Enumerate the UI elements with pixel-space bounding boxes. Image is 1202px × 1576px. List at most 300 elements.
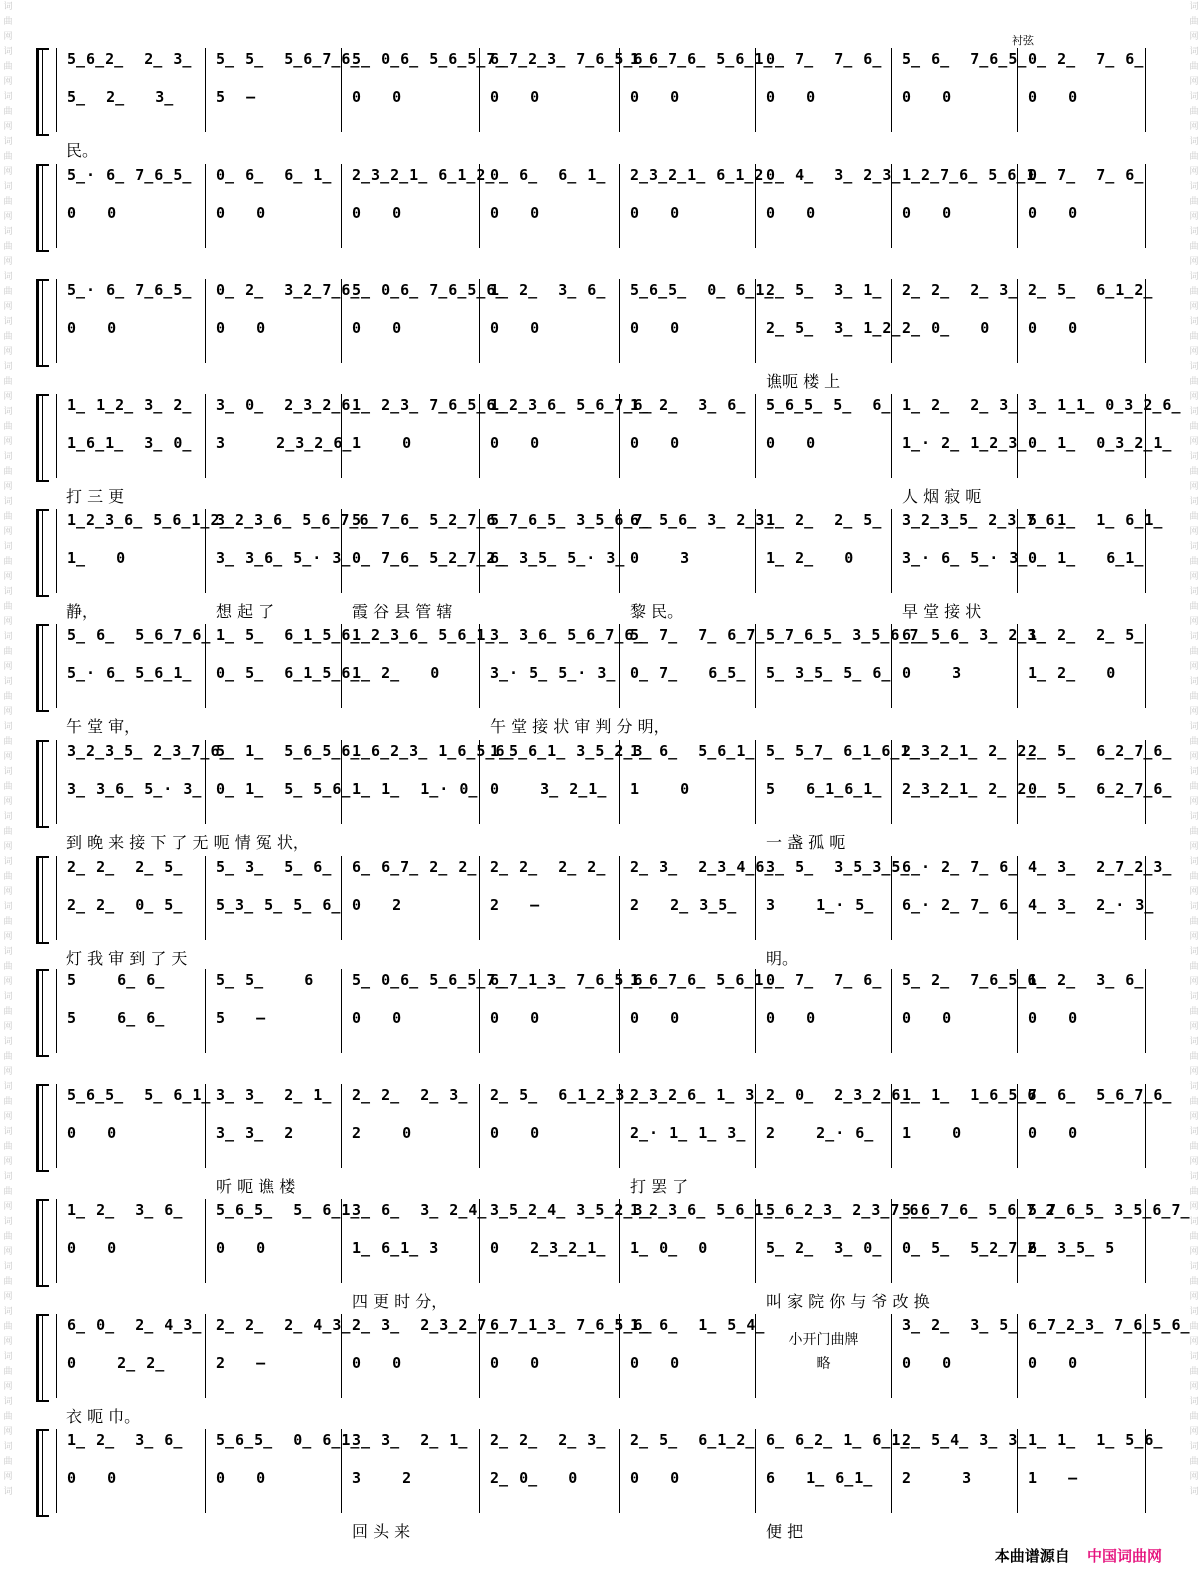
watermark-char: 词	[3, 1262, 13, 1272]
watermark-char: 词	[3, 1352, 13, 1362]
watermark-char: 词	[1189, 1217, 1199, 1227]
lyric-line: 明。	[766, 949, 799, 968]
vocal-notes: 0̲ 5̲ 6̲1̲5̲6̲	[216, 664, 361, 682]
vocal-notes: 0 0	[67, 319, 118, 337]
annotation-top: 衬弦	[1012, 34, 1034, 47]
vocal-notes: 0 0	[766, 204, 817, 222]
vocal-notes: 0 0	[902, 88, 953, 106]
watermark-char: 曲	[3, 1367, 13, 1377]
vocal-notes: 0 0	[630, 204, 681, 222]
melody-notes: 1̲6̲7̲6̲ 5̲6̲1̲	[630, 50, 774, 68]
vocal-notes: 6 1̲ 6̲1̲	[766, 1469, 874, 1487]
vocal-notes: 1̲ 2̲ 0	[1028, 664, 1117, 682]
vocal-notes: 4̲ 3̲ 2̲· 3̲	[1028, 896, 1155, 914]
melody-notes: 5̲ 1̲ 5̲6̲5̲6̲	[216, 742, 361, 760]
footer-source-label: 本曲谱源自	[994, 1547, 1070, 1565]
watermark-char: 曲	[1189, 287, 1199, 297]
vocal-notes: 0 3	[630, 549, 691, 567]
melody-notes: 1̲ 1̲ 1̲ 5̲6̲	[1028, 1431, 1164, 1449]
system-brace	[36, 1429, 49, 1517]
melody-notes: 4̲ 3̲ 2̲7̲2̲3̲	[1028, 858, 1173, 876]
watermark-char: 曲	[1189, 602, 1199, 612]
measure	[56, 856, 206, 940]
vocal-notes: 2̲ 5̲ 3̲ 1̲2̲	[766, 319, 902, 337]
measure	[342, 279, 506, 363]
watermark-char: 曲	[3, 1412, 13, 1422]
measure	[56, 740, 230, 824]
lyric-line: 叫 家 院 你 与 爷 改 换	[766, 1292, 930, 1311]
watermark-char: 曲	[1189, 17, 1199, 27]
system-stave	[56, 969, 1146, 1053]
measure	[56, 48, 206, 132]
measure	[56, 279, 206, 363]
melody-notes: 5̲6̲2̲3̲ 2̲3̲7̲6̲	[766, 1201, 929, 1219]
system-brace	[36, 48, 49, 136]
vocal-notes: 1̲· 2̲ 1̲2̲3̲	[902, 434, 1028, 452]
watermark-char: 曲	[1189, 242, 1199, 252]
measure	[892, 509, 1065, 593]
melody-notes: 6̲7̲1̲3̲ 7̲6̲5̲6̲	[490, 1316, 653, 1334]
melody-notes: 1̲ 2̲ 3̲ 6̲	[67, 1201, 184, 1219]
watermark-char: 曲	[1189, 872, 1199, 882]
watermark-char: 网	[3, 977, 13, 987]
melody-notes: 1̲2̲3̲6̲ 5̲6̲1̲	[352, 626, 496, 644]
measure	[342, 164, 496, 248]
melody-notes: 6̲ 0̲ 2̲ 4̲3̲	[67, 1316, 203, 1334]
measure	[206, 740, 361, 824]
vocal-notes: 6̲· 2̲ 7̲ 6̲	[902, 896, 1019, 914]
measure	[480, 969, 653, 1053]
melody-notes: 2̲ 5̲4̲ 3̲ 3̲	[902, 1431, 1028, 1449]
vocal-notes: 0 0	[67, 1239, 118, 1257]
measure	[756, 48, 892, 132]
system-stave	[56, 1199, 1191, 1283]
lyric-line: 回 头 来	[352, 1522, 411, 1541]
melody-notes: 0̲ 4̲ 3̲ 2̲3̲	[766, 166, 902, 184]
melody-notes: 5̲6̲5̲ 0̲ 6̲1̲	[630, 281, 775, 299]
melody-notes: 5̲6̲5̲ 5̲ 6̲1̲	[216, 1201, 361, 1219]
vocal-notes: 0 0	[490, 434, 541, 452]
vocal-notes: 0 0	[1028, 1354, 1079, 1372]
measure	[480, 1314, 653, 1398]
measure	[342, 509, 506, 593]
measure	[1018, 856, 1173, 940]
score-system	[36, 275, 1154, 395]
watermark-char: 词	[1189, 1442, 1199, 1452]
lyric-line: 打 罢 了	[630, 1177, 689, 1196]
measure	[892, 394, 1028, 478]
watermark-char: 词	[1189, 227, 1199, 237]
vocal-notes: 3̲ 3̲6̲ 5̲· 3̲	[216, 549, 352, 567]
vocal-notes: 0 2̲3̲2̲1̲	[490, 1239, 607, 1257]
melody-notes: 5̲7̲6̲5̲ 3̲5̲6̲7̲	[1028, 1201, 1191, 1219]
vocal-notes: 2 2̲ 3̲5̲	[630, 896, 738, 914]
vocal-notes: 1̲ 2̲ 0	[766, 549, 855, 567]
watermark-char: 词	[1189, 47, 1199, 57]
measure	[892, 740, 1037, 824]
measure	[620, 279, 775, 363]
watermark-char: 词	[1189, 542, 1199, 552]
watermark-char: 词	[3, 2, 13, 12]
score-system	[36, 1195, 1191, 1315]
melody-notes: 2̲ 2̲ 2̲ 4̲3̲	[216, 1316, 352, 1334]
vocal-notes: 0̲ 5̲ 5̲2̲7̲2̲	[902, 1239, 1047, 1257]
watermark-char: 网	[1189, 887, 1199, 897]
melody-notes: 3̲ 0̲ 2̲3̲2̲6̲	[216, 396, 361, 414]
melody-notes: 6̲7̲2̲3̲ 7̲6̲5̲6̲	[490, 50, 653, 68]
vocal-notes: 5̲ 3̲5̲ 5̲ 6̲	[766, 664, 892, 682]
watermark-char: 词	[3, 1487, 13, 1497]
system-stave	[56, 740, 1173, 824]
watermark-char: 词	[1189, 1127, 1199, 1137]
watermark-char: 曲	[3, 377, 13, 387]
watermark-char: 网	[3, 1022, 13, 1032]
melody-notes: 0̲ 6̲ 6̲ 1̲	[490, 166, 607, 184]
watermark-char: 网	[3, 302, 13, 312]
vocal-notes: 1̲ 2̲ 0	[352, 664, 441, 682]
vocal-notes: 5̲ 2̲ 3̲ 0̲	[766, 1239, 883, 1257]
lyric-line: 谯呃 楼 上	[766, 372, 841, 391]
melody-notes: 1̲ 2̲3̲ 7̲6̲5̲6̲	[352, 396, 506, 414]
watermark-char: 曲	[1189, 1367, 1199, 1377]
measure	[56, 1199, 206, 1283]
watermark-char: 网	[3, 572, 13, 582]
watermark-char: 曲	[3, 17, 13, 27]
watermark-char: 词	[1189, 317, 1199, 327]
measure	[620, 164, 774, 248]
watermark-char: 词	[3, 857, 13, 867]
measure	[756, 1199, 929, 1283]
melody-notes: 1̲ 2̲ 3̲ 6̲	[67, 1431, 184, 1449]
lyric-line: 四 更 时 分，	[352, 1292, 448, 1311]
lyric-line: 打 三 更	[66, 487, 125, 506]
watermark-char: 网	[1189, 797, 1199, 807]
watermark-char: 曲	[3, 62, 13, 72]
vocal-notes: 1̲ 1̲ 1̲· 0̲	[352, 780, 479, 798]
melody-notes: 5̲ 6̲ 5̲6̲7̲6̲	[67, 626, 212, 644]
watermark-char: 词	[1189, 1172, 1199, 1182]
vocal-notes: 0 0	[216, 204, 267, 222]
watermark-char: 网	[1189, 1067, 1199, 1077]
measure	[480, 279, 620, 363]
watermark-char: 网	[1189, 617, 1199, 627]
watermark-char: 曲	[1189, 1187, 1199, 1197]
lyric-line: 黎 民。	[630, 602, 684, 621]
vocal-notes: 2̲3̲2̲1̲ 2̲ 2̲	[902, 780, 1037, 798]
vocal-notes: 0 0	[67, 1469, 118, 1487]
vocal-notes: 3̲· 6̲ 5̲· 3̲	[902, 549, 1029, 567]
watermark-char: 曲	[3, 152, 13, 162]
watermark-char: 网	[1189, 1247, 1199, 1257]
watermark-char: 曲	[3, 512, 13, 522]
watermark-char: 网	[1189, 1382, 1199, 1392]
score-system	[36, 390, 1182, 510]
system-stave	[56, 394, 1182, 478]
watermark-char: 词	[3, 497, 13, 507]
system-brace	[36, 1084, 49, 1172]
system-brace	[36, 509, 49, 597]
watermark-char: 词	[3, 677, 13, 687]
melody-notes: 5̲6̲7̲6̲ 5̲6̲7̲2̲	[902, 1201, 1065, 1219]
watermark-char: 词	[1189, 407, 1199, 417]
vocal-notes: 0 0	[902, 1009, 953, 1027]
vocal-notes: 0 0	[630, 319, 681, 337]
watermark-char: 网	[1189, 392, 1199, 402]
measure	[892, 1429, 1028, 1513]
vocal-notes: 5 —	[216, 1009, 267, 1027]
vocal-notes: 0 0	[352, 88, 403, 106]
watermark-char: 曲	[3, 332, 13, 342]
measure	[892, 164, 1046, 248]
vocal-notes: 0 0	[67, 1124, 118, 1142]
melody-notes: 5̲ 6̲ 7̲6̲5̲	[902, 50, 1028, 68]
vocal-notes: 0 0	[902, 1354, 953, 1372]
watermark-char: 曲	[3, 647, 13, 657]
vocal-notes: 0 0	[490, 1124, 541, 1142]
melody-notes: 1̲6̲2̲3̲ 1̲6̲5̲6̲	[352, 742, 515, 760]
watermark-char: 曲	[1189, 1412, 1199, 1422]
watermark-char: 曲	[3, 962, 13, 972]
watermark-char: 词	[3, 182, 13, 192]
vocal-notes: 0 0	[216, 319, 267, 337]
watermark-char: 网	[1189, 77, 1199, 87]
measure	[892, 969, 1047, 1053]
system-brace	[36, 856, 49, 944]
vocal-notes: 1̲ 6̲1̲ 3	[352, 1239, 440, 1257]
melody-notes: 1̲ 2̲ 2̲ 5̲	[766, 511, 883, 529]
watermark-char: 词	[1189, 1397, 1199, 1407]
melody-notes: 0̲ 7̲ 7̲ 6̲	[766, 50, 883, 68]
watermark-char: 网	[1189, 842, 1199, 852]
watermark-char: 词	[3, 317, 13, 327]
watermark-char: 网	[1189, 707, 1199, 717]
melody-notes: 2̲ 2̲ 2̲ 2̲	[490, 858, 607, 876]
melody-notes: 2̲ 2̲ 2̲ 3̲	[902, 281, 1019, 299]
vocal-notes: 0̲ 7̲6̲ 5̲2̲7̲2̲	[352, 549, 506, 567]
measure	[892, 48, 1028, 132]
vocal-notes: 3̲· 5̲ 5̲· 3̲	[490, 664, 617, 682]
watermark-char: 网	[3, 1472, 13, 1482]
watermark-char: 网	[1189, 527, 1199, 537]
watermark-char: 词	[1189, 137, 1199, 147]
melody-notes: 3̲ 2̲ 3̲ 5̲	[902, 1316, 1019, 1334]
melody-notes: 6̲7̲1̲3̲ 7̲6̲5̲6̲	[490, 971, 653, 989]
measure	[56, 509, 230, 593]
watermark-char: 曲	[3, 287, 13, 297]
system-stave	[56, 856, 1173, 940]
measure	[480, 509, 653, 593]
vocal-notes: 1 0	[630, 780, 691, 798]
measure	[892, 856, 1018, 940]
watermark-char: 曲	[3, 1097, 13, 1107]
watermark-char: 网	[1189, 1112, 1199, 1122]
vocal-notes: 0̲ 1̲ 6̲1̲	[1028, 549, 1145, 567]
watermark-char: 词	[1189, 1082, 1199, 1092]
lyric-line: 午 堂 接 状 审 判 分 明，	[490, 717, 670, 736]
watermark-char: 网	[1189, 572, 1199, 582]
score-system	[36, 1310, 1191, 1430]
watermark-char: 词	[1189, 767, 1199, 777]
watermark-char: 曲	[1189, 1052, 1199, 1062]
watermark-char: 网	[3, 167, 13, 177]
vocal-notes: 1̲ 0̲ 0	[630, 1239, 709, 1257]
watermark-char: 曲	[3, 422, 13, 432]
vocal-notes: 2 —	[216, 1354, 267, 1372]
watermark-char: 曲	[1189, 107, 1199, 117]
lyric-line: 听 呃 谯 楼	[216, 1177, 296, 1196]
vocal-notes: 0 0	[1028, 88, 1079, 106]
omitted-section-title: 小开门曲牌	[788, 1332, 859, 1348]
score-system	[36, 736, 1173, 856]
watermark-char: 网	[1189, 1157, 1199, 1167]
melody-notes: 3̲ 1̲1̲ 0̲3̲2̲6̲	[1028, 396, 1182, 414]
footer	[995, 1545, 1162, 1566]
vocal-notes: 0 0	[490, 1354, 541, 1372]
watermark-char: 网	[1189, 977, 1199, 987]
measure	[620, 740, 756, 824]
watermark-char: 网	[1189, 932, 1199, 942]
watermark-char: 曲	[3, 692, 13, 702]
melody-notes: 2̲3̲2̲6̲ 1̲ 3̲	[630, 1086, 765, 1104]
measure	[756, 1314, 892, 1398]
watermark-char: 网	[3, 32, 13, 42]
watermark-char: 词	[3, 1127, 13, 1137]
measure	[206, 1314, 352, 1398]
watermark-char: 网	[3, 662, 13, 672]
vocal-notes: 0 0	[216, 1469, 267, 1487]
watermark-char: 曲	[1189, 422, 1199, 432]
vocal-notes: 0 0	[67, 204, 118, 222]
watermark-char: 曲	[1189, 1142, 1199, 1152]
melody-notes: 1̲ 2̲ 3̲ 6̲	[490, 281, 607, 299]
vocal-notes: 0 0	[630, 1354, 681, 1372]
watermark-char: 词	[3, 362, 13, 372]
melody-notes: 1̲2̲7̲6̲ 5̲6̲1̲	[902, 166, 1046, 184]
vocal-notes: 0 0	[490, 1009, 541, 1027]
system-brace	[36, 1314, 49, 1402]
melody-notes: 1̲6̲7̲6̲ 5̲6̲1̲	[630, 971, 774, 989]
watermark-char: 词	[3, 992, 13, 1002]
watermark-char: 曲	[1189, 467, 1199, 477]
watermark-char: 词	[3, 137, 13, 147]
melody-notes: 5̲ 7̲ 7̲ 6̲7̲	[630, 626, 766, 644]
watermark-char: 曲	[3, 782, 13, 792]
vocal-notes: 0 0	[352, 1009, 403, 1027]
melody-notes: 3̲5̲2̲4̲ 3̲5̲2̲3̲	[490, 1201, 653, 1219]
watermark-char: 词	[3, 587, 13, 597]
watermark-char: 网	[3, 1202, 13, 1212]
watermark-char: 词	[1189, 272, 1199, 282]
watermark-char: 词	[1189, 947, 1199, 957]
measure	[206, 1084, 342, 1168]
vocal-notes: 1̲6̲1̲ 3̲ 0̲	[67, 434, 193, 452]
melody-notes: 2̲3̲2̲1̲ 2̲ 2̲	[902, 742, 1037, 760]
watermark-char: 曲	[1189, 692, 1199, 702]
measure	[342, 1314, 497, 1398]
measure	[206, 969, 342, 1053]
melody-notes: 0̲ 7̲ 7̲ 6̲	[766, 971, 883, 989]
watermark-char: 网	[1189, 32, 1199, 42]
watermark-char: 网	[3, 887, 13, 897]
measure	[620, 394, 756, 478]
measure	[1018, 48, 1146, 132]
measure	[620, 1429, 756, 1513]
watermark-char: 曲	[1189, 737, 1199, 747]
watermark-char: 曲	[1189, 557, 1199, 567]
melody-notes: 1̲ 1̲ 1̲6̲5̲6̲	[902, 1086, 1047, 1104]
measure	[342, 394, 506, 478]
melody-notes: 1̲ 5̲ 6̲1̲5̲6̲	[216, 626, 361, 644]
watermark-char: 网	[3, 1427, 13, 1437]
watermark-char: 曲	[1189, 377, 1199, 387]
vocal-notes: 5̲ 2̲ 3̲	[67, 88, 175, 106]
score-system	[36, 965, 1146, 1085]
measure	[756, 624, 929, 708]
watermark-char: 曲	[1189, 782, 1199, 792]
measure	[892, 624, 1047, 708]
vocal-notes: 0 2̲ 2̲	[67, 1354, 166, 1372]
watermark-char: 词	[1189, 1307, 1199, 1317]
measure	[620, 969, 774, 1053]
melody-notes: 3̲2̲3̲6̲ 5̲6̲7̲6̲	[216, 511, 379, 529]
watermark-char: 网	[1189, 347, 1199, 357]
measure	[480, 48, 653, 132]
melody-notes: 1̲ 6̲ 5̲6̲1̲	[630, 742, 756, 760]
vocal-notes: 0 0	[1028, 1009, 1079, 1027]
system-brace	[36, 394, 49, 482]
melody-notes: 0̲ 2̲ 7̲ 6̲	[1028, 50, 1145, 68]
lyric-line: 想 起 了	[216, 602, 275, 621]
measure	[756, 509, 892, 593]
watermark-char: 曲	[1189, 1277, 1199, 1287]
vocal-notes: 0 0	[630, 88, 681, 106]
measure	[620, 48, 774, 132]
watermark-char: 曲	[3, 467, 13, 477]
vocal-notes: 2 2̲· 6̲	[766, 1124, 875, 1142]
melody-notes: 2̲ 2̲ 2̲ 3̲	[352, 1086, 469, 1104]
score-system	[36, 1080, 1173, 1200]
lyric-line: 衣 呃 巾。	[66, 1407, 141, 1426]
measure	[206, 624, 361, 708]
vocal-notes: 1̲ 0	[67, 549, 127, 567]
measure	[620, 1199, 774, 1283]
measure	[620, 1084, 765, 1168]
melody-notes: 1̲ 2̲ 3̲ 6̲	[1028, 971, 1145, 989]
measure	[1018, 740, 1173, 824]
watermark-char: 词	[3, 542, 13, 552]
measure	[342, 624, 496, 708]
watermark-char: 曲	[3, 1142, 13, 1152]
melody-notes: 5̲ 5̲ 5̲6̲7̲6̲	[216, 50, 361, 68]
measure	[206, 164, 342, 248]
lyric-line: 霞 谷 县 管 辖	[352, 602, 453, 621]
footer-brand[interactable]: 中国词曲网	[1086, 1547, 1162, 1565]
vocal-notes: 1 0	[902, 1124, 963, 1142]
vocal-notes: 1 0	[352, 434, 413, 452]
watermark-char: 曲	[3, 602, 13, 612]
vocal-notes: 5̲· 6̲ 5̲6̲1̲	[67, 664, 193, 682]
melody-notes: 5̲ 2̲ 7̲6̲5̲6̲	[902, 971, 1047, 989]
vocal-notes: 0̲ 5̲ 6̲2̲7̲6̲	[1028, 780, 1173, 798]
measure	[1018, 1084, 1173, 1168]
measure	[756, 394, 892, 478]
watermark-char: 词	[1189, 902, 1199, 912]
lyric-line: 静，	[66, 602, 99, 621]
watermark-char: 词	[3, 407, 13, 417]
watermark-char: 词	[1189, 722, 1199, 732]
score-system	[36, 852, 1173, 972]
watermark-char: 词	[3, 1307, 13, 1317]
